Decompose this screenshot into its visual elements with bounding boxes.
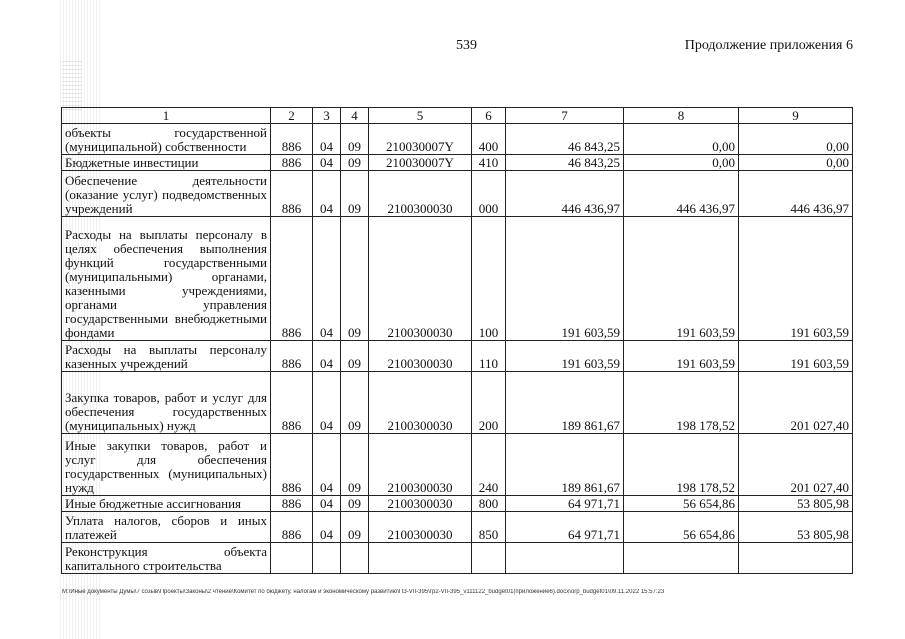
- department-code: [271, 543, 313, 574]
- section-code: 04: [313, 155, 341, 171]
- column-header: 7: [506, 108, 624, 124]
- subsection-code: 09: [341, 434, 369, 496]
- expense-type-code: 100: [472, 217, 506, 341]
- column-header: 4: [341, 108, 369, 124]
- expense-name: Иные закупки товаров, работ и услуг для обеспечения государственных (муниципальных) нужд: [62, 434, 271, 496]
- target-article-code: [369, 543, 472, 574]
- target-article-code: 210030007Y: [369, 124, 472, 155]
- section-code: 04: [313, 217, 341, 341]
- table-row: [62, 217, 853, 341]
- expense-name: объекты государственной (муниципальной) собственности: [62, 124, 271, 155]
- column-header: 8: [624, 108, 739, 124]
- section-code: 04: [313, 341, 341, 372]
- target-article-code: 2100300030: [369, 217, 472, 341]
- department-code: 886: [271, 155, 313, 171]
- column-header: 9: [739, 108, 853, 124]
- document-file-path: M:\Иные документы Думы\7 созыв\Проекты\Законы\2 чтение\Комитет по бюджету, налогам и экономическому развитию\ПЗ-VII-395\гр2-VII-395_v111122_budget01(приложение6).docx\orp_budget01\09.11.2022 15:57:23: [62, 589, 665, 595]
- column-header: 5: [369, 108, 472, 124]
- amount-col9: 53 805,98: [739, 496, 853, 512]
- subsection-code: 09: [341, 341, 369, 372]
- department-code: 886: [271, 124, 313, 155]
- expense-name: Расходы на выплаты персоналу в целях обеспечения выполнения функций государственными (муниципальными) органами, казенными учреждениями, органами управления государственными внебюджетными фондами: [62, 217, 271, 341]
- amount-col8: [624, 543, 739, 574]
- amount-col8: 0,00: [624, 155, 739, 171]
- department-code: 886: [271, 217, 313, 341]
- expense-type-code: 240: [472, 434, 506, 496]
- section-code: 04: [313, 124, 341, 155]
- target-article-code: 210030007Y: [369, 155, 472, 171]
- amount-col8: 446 436,97: [624, 171, 739, 217]
- subsection-code: 09: [341, 124, 369, 155]
- scan-noise-artifact: [62, 60, 82, 110]
- expense-type-code: 800: [472, 496, 506, 512]
- department-code: 886: [271, 372, 313, 434]
- budget-table: [61, 107, 853, 574]
- table-row: [62, 512, 853, 543]
- amount-col7: 64 971,71: [506, 512, 624, 543]
- expense-type-code: 850: [472, 512, 506, 543]
- department-code: 886: [271, 434, 313, 496]
- amount-col7: 191 603,59: [506, 217, 624, 341]
- section-code: [313, 543, 341, 574]
- table-row: [62, 496, 853, 512]
- amount-col9: 201 027,40: [739, 372, 853, 434]
- expense-type-code: 400: [472, 124, 506, 155]
- table-row: [62, 155, 853, 171]
- expense-name: Реконструкция объекта капитального строительства: [62, 543, 271, 574]
- column-header: 3: [313, 108, 341, 124]
- department-code: 886: [271, 496, 313, 512]
- amount-col9: 53 805,98: [739, 512, 853, 543]
- section-code: 04: [313, 434, 341, 496]
- amount-col7: 189 861,67: [506, 434, 624, 496]
- subsection-code: 09: [341, 171, 369, 217]
- table-row: [62, 434, 853, 496]
- table-row: [62, 543, 853, 574]
- target-article-code: 2100300030: [369, 341, 472, 372]
- target-article-code: 2100300030: [369, 512, 472, 543]
- table-row: [62, 171, 853, 217]
- amount-col7: 189 861,67: [506, 372, 624, 434]
- target-article-code: 2100300030: [369, 372, 472, 434]
- subsection-code: 09: [341, 496, 369, 512]
- section-code: 04: [313, 171, 341, 217]
- target-article-code: 2100300030: [369, 171, 472, 217]
- section-code: 04: [313, 372, 341, 434]
- expense-name: Иные бюджетные ассигнования: [62, 496, 271, 512]
- target-article-code: 2100300030: [369, 496, 472, 512]
- amount-col7: 46 843,25: [506, 124, 624, 155]
- table-row: [62, 372, 853, 434]
- section-code: 04: [313, 496, 341, 512]
- amount-col8: 191 603,59: [624, 341, 739, 372]
- amount-col8: 56 654,86: [624, 512, 739, 543]
- amount-col9: 201 027,40: [739, 434, 853, 496]
- amount-col7: 64 971,71: [506, 496, 624, 512]
- table-row: [62, 341, 853, 372]
- department-code: 886: [271, 171, 313, 217]
- amount-col8: 191 603,59: [624, 217, 739, 341]
- page-number: 539: [456, 38, 477, 53]
- amount-col7: 191 603,59: [506, 341, 624, 372]
- amount-col9: 0,00: [739, 155, 853, 171]
- expense-type-code: [472, 543, 506, 574]
- table-row: [62, 124, 853, 155]
- column-header: 1: [62, 108, 271, 124]
- expense-type-code: 200: [472, 372, 506, 434]
- amount-col9: [739, 543, 853, 574]
- subsection-code: [341, 543, 369, 574]
- expense-type-code: 410: [472, 155, 506, 171]
- section-code: 04: [313, 512, 341, 543]
- amount-col8: 56 654,86: [624, 496, 739, 512]
- expense-name: Бюджетные инвестиции: [62, 155, 271, 171]
- subsection-code: 09: [341, 155, 369, 171]
- expense-type-code: 000: [472, 171, 506, 217]
- amount-col9: 191 603,59: [739, 341, 853, 372]
- table-header-row: [62, 108, 853, 124]
- amount-col7: [506, 543, 624, 574]
- department-code: 886: [271, 341, 313, 372]
- amount-col9: 446 436,97: [739, 171, 853, 217]
- amount-col8: 0,00: [624, 124, 739, 155]
- amount-col9: 0,00: [739, 124, 853, 155]
- column-header: 6: [472, 108, 506, 124]
- expense-type-code: 110: [472, 341, 506, 372]
- amount-col7: 46 843,25: [506, 155, 624, 171]
- target-article-code: 2100300030: [369, 434, 472, 496]
- expense-name: Расходы на выплаты персоналу казенных учреждений: [62, 341, 271, 372]
- column-header: 2: [271, 108, 313, 124]
- expense-name: Закупка товаров, работ и услуг для обеспечения государственных (муниципальных) нужд: [62, 372, 271, 434]
- subsection-code: 09: [341, 372, 369, 434]
- amount-col7: 446 436,97: [506, 171, 624, 217]
- subsection-code: 09: [341, 512, 369, 543]
- subsection-code: 09: [341, 217, 369, 341]
- department-code: 886: [271, 512, 313, 543]
- amount-col9: 191 603,59: [739, 217, 853, 341]
- expense-name: Уплата налогов, сборов и иных платежей: [62, 512, 271, 543]
- amount-col8: 198 178,52: [624, 372, 739, 434]
- expense-name: Обеспечение деятельности (оказание услуг) подведомственных учреждений: [62, 171, 271, 217]
- appendix-continuation-label: Продолжение приложения 6: [684, 38, 853, 53]
- amount-col8: 198 178,52: [624, 434, 739, 496]
